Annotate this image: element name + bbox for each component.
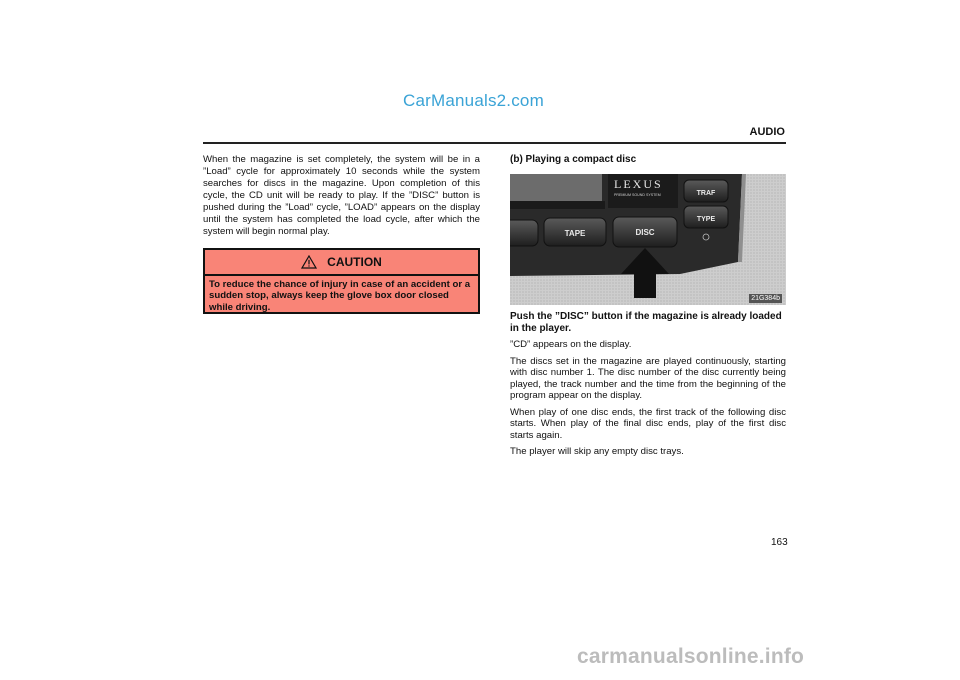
audio-panel-illustration <box>510 174 786 305</box>
brand-subtitle: PREMIUM SOUND SYSTEM <box>614 193 661 197</box>
intro-paragraph: When the magazine is set completely, the system will be in a ”Load” cycle for approximately 10 seconds while the system searches for discs in the magazine. Upon completion of this cycle, the CD unit will be ready to play. If the ”DISC” button is pushed during the ”Load” cycle, ”LOAD” appears on the display until the system has completed the load cycle, after which the system will begin normal play. <box>203 154 480 237</box>
brand-logo: LEXUS <box>614 177 663 191</box>
subheading: (b) Playing a compact disc <box>510 154 637 165</box>
warning-triangle-icon <box>301 255 317 269</box>
caution-header <box>205 250 478 274</box>
instruction-text: Push the ”DISC” button if the magazine is already loaded in the player. <box>510 311 782 334</box>
body-paragraph-4: The player will skip any empty disc trays. <box>510 446 684 457</box>
page-number: 163 <box>771 537 788 548</box>
right-column <box>510 154 786 463</box>
section-title: AUDIO <box>749 126 785 138</box>
caution-text: To reduce the chance of injury in case of an accident or a sudden stop, always keep the glove box door closed while driving. <box>209 278 471 313</box>
tape-button-label: TAPE <box>564 229 586 238</box>
watermark-bottom-link[interactable]: carmanualsonline.info <box>577 645 805 668</box>
header-rule <box>203 142 786 144</box>
audio-panel-photo <box>510 174 786 305</box>
disc-button-label: DISC <box>635 228 655 237</box>
type-button-label: TYPE <box>696 216 716 223</box>
body-paragraph-2: The discs set in the magazine are played continuously, starting with disc number 1. The disc number of the disc currently being played, the track number and the time from the beginning of the program appear on the display. <box>510 355 786 401</box>
caution-title: CAUTION <box>327 255 382 269</box>
watermark-top-link[interactable]: CarManuals2.com <box>403 91 544 110</box>
traf-button-label: TRAF <box>696 190 716 197</box>
figure-code: 21G384b <box>751 295 780 302</box>
body-paragraph-3: When play of one disc ends, the first track of the following disc starts. When play of the final disc ends, play of the first disc starts again. <box>510 406 786 441</box>
body-paragraph-1: ”CD” appears on the display. <box>510 339 632 350</box>
caution-box <box>203 248 480 314</box>
